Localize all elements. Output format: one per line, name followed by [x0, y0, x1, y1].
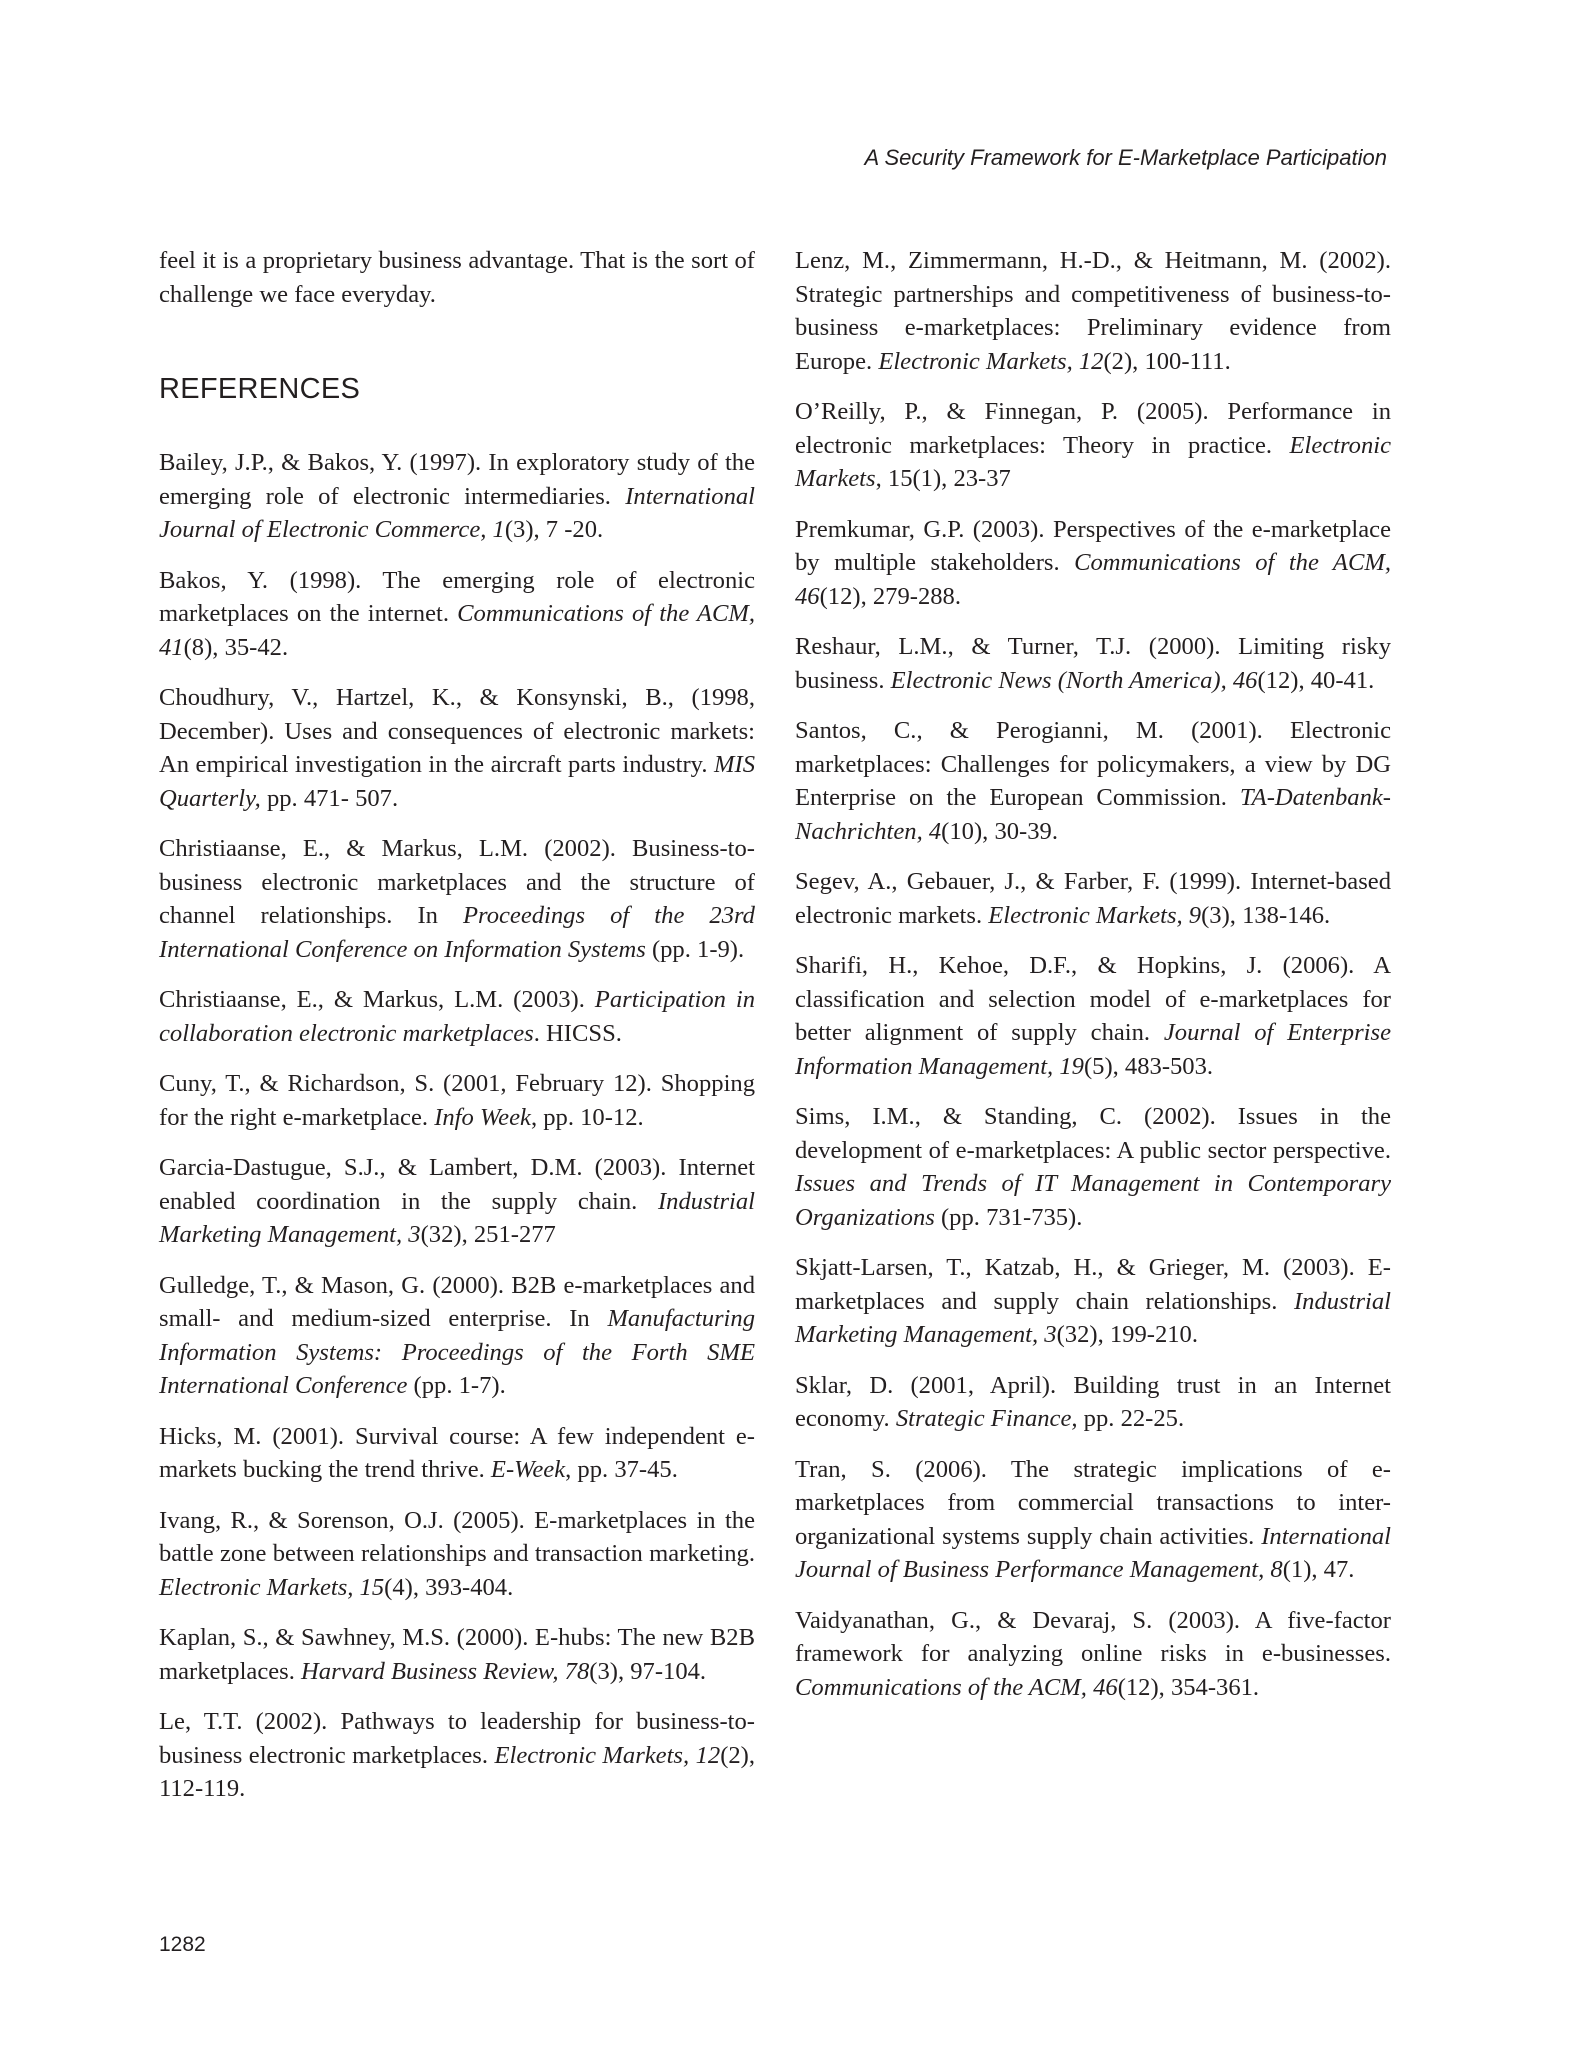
reference-item: Hicks, M. (2001). Survival course: A few independent e-markets bucking the trend thrive. E-Week, pp. 37-45.: [159, 1422, 755, 1483]
right-column: [795, 244, 1391, 1721]
page-number: 1282: [159, 1933, 206, 1956]
reference-item: Sharifi, H., Kehoe, D.F., & Hopkins, J. (2006). A classification and selection model of e-marketplaces for better alignment of supply chain. Journal of Enterprise Information Management, 19(5), 483-503.: [795, 952, 1391, 1080]
reference-item: Kaplan, S., & Sawhney, M.S. (2000). E-hubs: The new B2B marketplaces. Harvard Business Review, 78(3), 97-104.: [159, 1624, 755, 1685]
reference-item: Gulledge, T., & Mason, G. (2000). B2B e-marketplaces and small- and medium-sized enterprise. In Manufacturing Information Systems: Proceedings of the Forth SME International Conference (pp. 1-7).: [159, 1271, 755, 1399]
reference-item: Cuny, T., & Richardson, S. (2001, February 12). Shopping for the right e-marketplace. Info Week, pp. 10-12.: [159, 1070, 755, 1131]
reference-item: Ivang, R., & Sorenson, O.J. (2005). E-marketplaces in the battle zone between relationships and transaction marketing. Electronic Markets, 15(4), 393-404.: [159, 1506, 755, 1601]
reference-item: Bakos, Y. (1998). The emerging role of electronic marketplaces on the internet. Communications of the ACM, 41(8), 35-42.: [159, 566, 755, 661]
intro-paragraph: feel it is a proprietary business advantage. That is the sort of challenge we face everyday.: [159, 247, 755, 308]
reference-item: Santos, C., & Perogianni, M. (2001). Electronic marketplaces: Challenges for policymakers, a view by DG Enterprise on the European Commission. TA-Datenbank-Nachrichten, 4(10), 30-39.: [795, 717, 1391, 845]
reference-item: Sims, I.M., & Standing, C. (2002). Issues in the development of e-marketplaces: A public sector perspective. Issues and Trends of IT Management in Contemporary Organizations (pp. 731-735).: [795, 1103, 1391, 1231]
right-reference-list: [795, 244, 1391, 1704]
left-reference-list: [159, 446, 755, 1806]
reference-item: Garcia-Dastugue, S.J., & Lambert, D.M. (2003). Internet enabled coordination in the supply chain. Industrial Marketing Management, 3(32), 251-277: [159, 1154, 755, 1248]
reference-item: Vaidyanathan, G., & Devaraj, S. (2003). A five-factor framework for analyzing online risks in e-businesses. Communications of the ACM, 46(12), 354-361.: [795, 1606, 1391, 1701]
references-heading: REFERENCES: [159, 373, 361, 405]
reference-item: Segev, A., Gebauer, J., & Farber, F. (1999). Internet-based electronic markets. Electronic Markets, 9(3), 138-146.: [795, 868, 1391, 929]
reference-item: Choudhury, V., Hartzel, K., & Konsynski, B., (1998, December). Uses and consequences of electronic markets: An empirical investigation in the aircraft parts industry. MIS Quarterly, pp. 471- 507.: [159, 684, 755, 812]
reference-item: Christiaanse, E., & Markus, L.M. (2002). Business-to-business electronic marketplaces and the structure of channel relationships. In Proceedings of the 23rd International Conference on Information Systems (pp. 1-9).: [159, 835, 755, 963]
reference-item: Premkumar, G.P. (2003). Perspectives of the e-marketplace by multiple stakeholders. Communications of the ACM, 46(12), 279-288.: [795, 515, 1391, 610]
reference-item: Lenz, M., Zimmermann, H.-D., & Heitmann, M. (2002). Strategic partnerships and competitiveness of business-to-business e-marketplaces: Preliminary evidence from Europe. Electronic Markets, 12(2), 100-111.: [795, 247, 1391, 375]
reference-item: Reshaur, L.M., & Turner, T.J. (2000). Limiting risky business. Electronic News (North America), 46(12), 40-41.: [795, 633, 1391, 694]
reference-item: Sklar, D. (2001, April). Building trust in an Internet economy. Strategic Finance, pp. 22-25.: [795, 1371, 1391, 1432]
reference-item: Tran, S. (2006). The strategic implications of e-marketplaces from commercial transactions to inter-organizational systems supply chain activities. International Journal of Business Performance Management, 8(1), 47.: [795, 1455, 1391, 1583]
reference-item: O’Reilly, P., & Finnegan, P. (2005). Performance in electronic marketplaces: Theory in practice. Electronic Markets, 15(1), 23-37: [795, 398, 1391, 492]
reference-item: Bailey, J.P., & Bakos, Y. (1997). In exploratory study of the emerging role of electronic intermediaries. International Journal of Electronic Commerce, 1(3), 7 -20.: [159, 449, 755, 543]
reference-item: Le, T.T. (2002). Pathways to leadership for business-to-business electronic marketplaces. Electronic Markets, 12(2), 112-119.: [159, 1708, 756, 1802]
reference-item: Skjatt-Larsen, T., Katzab, H., & Grieger, M. (2003). E-marketplaces and supply chain relationships. Industrial Marketing Management, 3(32), 199-210.: [795, 1254, 1391, 1348]
left-column: [159, 244, 755, 1823]
running-head: A Security Framework for E-Marketplace Participation: [864, 145, 1387, 170]
reference-item: Christiaanse, E., & Markus, L.M. (2003). Participation in collaboration electronic marketplaces. HICSS.: [159, 986, 755, 1047]
